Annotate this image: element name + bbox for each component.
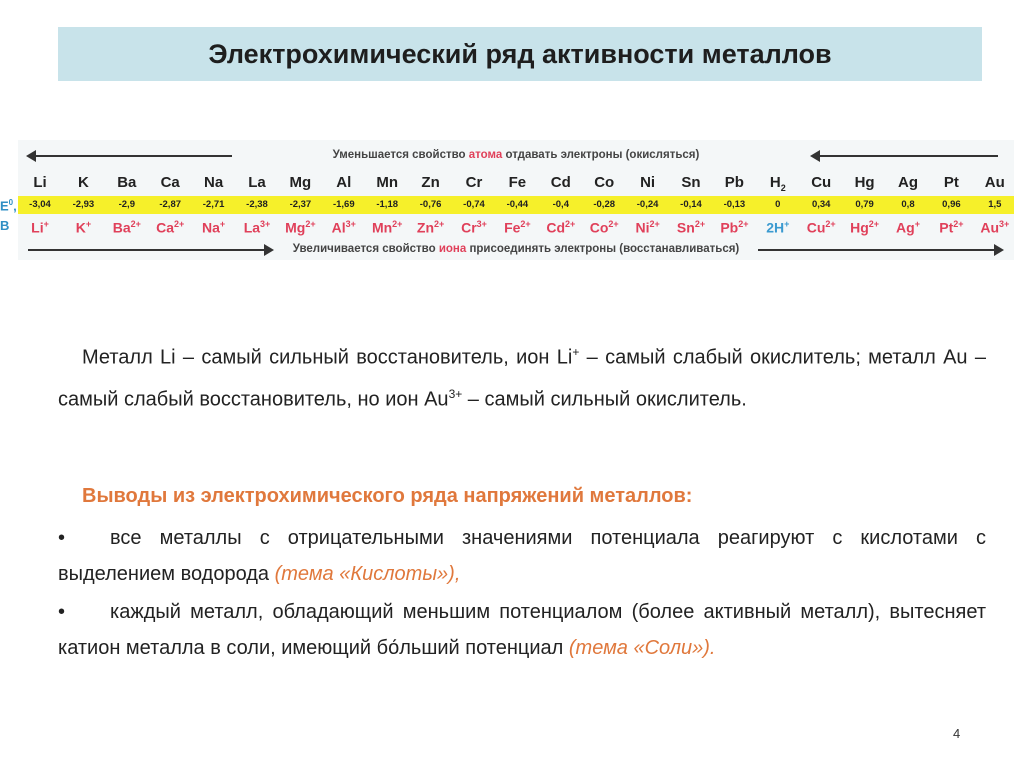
metal-symbol: Ni xyxy=(640,174,656,191)
potential-value: -2,71 xyxy=(202,199,225,210)
bullet-item: • все металлы с отрицательными значениями потенциала реагируют с кислотами с выделением водорода (тема «Кислоты»), xyxy=(58,520,986,592)
metal-symbol: Sn xyxy=(681,174,701,191)
potential-value: 0,79 xyxy=(855,199,874,210)
potential-value: -0,76 xyxy=(419,199,442,210)
ion-symbol: $Ni^{2+}$ xyxy=(635,219,660,236)
ion-symbol: $Fe^{2+}$ xyxy=(504,219,531,236)
potential-value: -2,38 xyxy=(246,199,268,210)
ion-symbol: $Ca^{2+}$ xyxy=(156,219,185,236)
ion-symbol: Na+ xyxy=(202,219,226,236)
slide-title: Электрохимический ряд активности металлов xyxy=(208,38,832,69)
ion-symbol: K+ xyxy=(75,219,92,236)
metal-symbol: Co xyxy=(594,174,615,191)
bottom-arrow-row xyxy=(18,240,1014,260)
bottom-arrow-caption: Увеличивается свойство иона присоединять электроны (восстанавливаться) xyxy=(292,243,740,255)
ion-symbol: Li+ xyxy=(31,219,49,236)
metal-symbol: Pt xyxy=(943,174,959,191)
potential-value: -0,74 xyxy=(463,199,485,210)
potentials-row xyxy=(18,196,1014,214)
metal-symbol: Au xyxy=(984,174,1005,191)
ion-symbol: Ag+ xyxy=(896,219,920,236)
metal-symbol: $H_2$ xyxy=(769,174,786,193)
potential-value: -0,44 xyxy=(506,199,529,210)
metal-symbol: Ca xyxy=(160,174,180,191)
ion-symbol: $Mn^{2+}$ xyxy=(371,219,403,236)
metal-symbol: Mn xyxy=(376,174,399,191)
ion-symbol: $Cd^{2+}$ xyxy=(546,219,576,236)
potential-value: 0,8 xyxy=(901,199,915,210)
topic-reference: (тема «Кислоты»), xyxy=(274,563,461,585)
metal-symbol: Cr xyxy=(465,174,483,191)
potential-value: 1,5 xyxy=(988,199,1002,210)
top-arrow-row xyxy=(18,146,1014,166)
metal-symbol: K xyxy=(77,174,89,191)
ion-symbol: $Cr^{3+}$ xyxy=(461,219,487,236)
metals-row xyxy=(18,172,1014,196)
metal-symbol: Cu xyxy=(811,174,832,191)
potential-axis-label: $E^0$, B xyxy=(0,198,17,234)
metal-symbol: La xyxy=(248,174,266,191)
metal-symbol: Cd xyxy=(550,174,571,191)
page-number: 4 xyxy=(953,726,961,741)
bullet-icon: • xyxy=(58,601,66,623)
potential-value: -2,37 xyxy=(289,199,312,210)
potential-value: -0,13 xyxy=(723,199,746,210)
potential-value: -2,87 xyxy=(159,199,182,210)
potential-value: -0,14 xyxy=(680,199,702,210)
ion-symbol: $Mg^{2+}$ xyxy=(285,219,316,236)
potential-value: -0,4 xyxy=(552,199,569,210)
potential-value: 0 xyxy=(775,199,781,210)
potential-value: -0,28 xyxy=(593,199,616,210)
metal-symbol: Hg xyxy=(854,174,875,191)
ion-symbol: $Hg^{2+}$ xyxy=(850,219,880,236)
metal-symbol: Fe xyxy=(508,174,527,191)
potential-value: -2,9 xyxy=(118,199,135,210)
ion-symbol: $Ba^{2+}$ xyxy=(112,219,141,236)
metal-symbol: Al xyxy=(336,174,352,191)
potential-value: -1,69 xyxy=(332,199,355,210)
metal-symbol: Zn xyxy=(421,174,440,191)
potential-value: 0,96 xyxy=(942,199,961,210)
ion-symbol: $Al^{3+}$ xyxy=(331,219,356,236)
ion-symbol: $Zn^{2+}$ xyxy=(416,219,445,236)
metal-symbol: Mg xyxy=(289,174,312,191)
li-au-paragraph: Металл Li – самый сильный восстановитель, ион Li+ – самый слабый окислитель; металл Au – самый слабый восстановитель, но ион $Au^{3+}$ – самый сильный окислитель. xyxy=(58,345,986,411)
activity-series-table xyxy=(18,140,1014,260)
ions-row xyxy=(18,216,1014,240)
ion-symbol: $Pb^{2+}$ xyxy=(720,219,749,236)
potential-value: -1,18 xyxy=(376,199,399,210)
metal-symbol: Ba xyxy=(117,174,137,191)
potential-value: -0,24 xyxy=(636,199,659,210)
metal-symbol: Na xyxy=(204,174,224,191)
ion-symbol: $Au^{3+}$ xyxy=(980,219,1010,236)
ion-symbol: $Cu^{2+}$ xyxy=(806,219,836,236)
metal-symbol: Ag xyxy=(898,174,918,191)
metal-symbol: Li xyxy=(33,174,47,191)
potential-value: 0,34 xyxy=(811,199,831,210)
left-arrow-icon xyxy=(810,150,820,162)
potential-value: -3,04 xyxy=(29,199,51,210)
metal-symbol: Pb xyxy=(724,174,744,191)
conclusion-heading: Выводы из электрохимического ряда напряжений металлов: xyxy=(82,485,693,507)
ion-symbol: $Pt^{2+}$ xyxy=(939,219,964,236)
ion-symbol: $Sn^{2+}$ xyxy=(676,219,706,236)
ion-symbol: $Co^{2+}$ xyxy=(589,219,619,236)
bullet-icon: • xyxy=(58,527,66,549)
bullet-item: • каждый металл, обладающий меньшим потенциалом (более активный металл), вытесняет катион металла в соли, имеющий бо́льший потенциал (тема «Соли»). xyxy=(58,594,986,666)
top-arrow-caption: Уменьшается свойство атома отдавать электроны (окисляться) xyxy=(332,149,700,161)
right-arrow-icon xyxy=(994,244,1004,256)
potential-value: -2,93 xyxy=(72,199,95,210)
ion-symbol: $La^{3+}$ xyxy=(243,219,271,236)
topic-reference: (тема «Соли»). xyxy=(568,637,716,659)
title-box xyxy=(58,27,982,81)
ion-symbol: 2H+ xyxy=(766,219,790,236)
